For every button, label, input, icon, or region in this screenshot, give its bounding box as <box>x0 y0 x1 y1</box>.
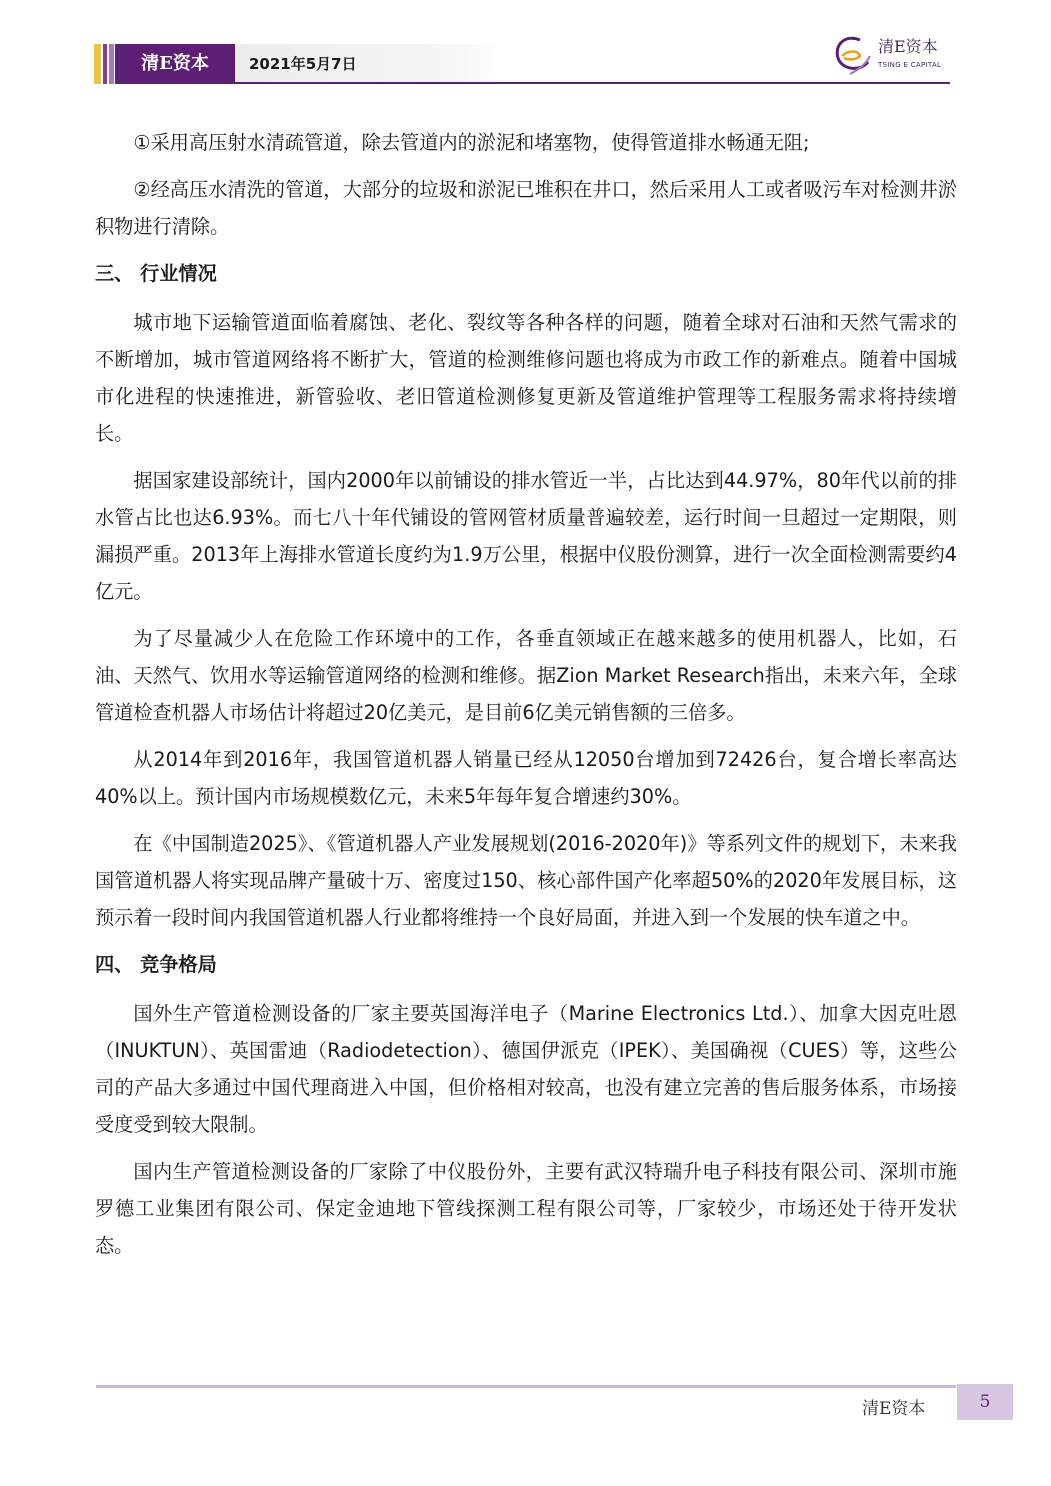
page-header <box>94 44 950 84</box>
logo-swirl-icon <box>830 30 876 78</box>
paragraph: ①采用高压射水清疏管道，除去管道内的淤泥和堵塞物，使得管道排水畅通无阻; <box>133 131 810 154</box>
section-heading: 四、 竞争格局 <box>95 953 217 976</box>
logo-text-en: TSING E CAPITAL <box>878 61 942 69</box>
header-date: 2021年5月7日 <box>235 44 505 84</box>
header-accent-bar <box>94 44 101 84</box>
footer-rule <box>96 1385 956 1388</box>
logo-text-cn: 清E资本 <box>878 37 938 56</box>
page-number: 5 <box>957 1384 1013 1420</box>
paragraph: 为了尽量减少人在危险工作环境中的工作，各垂直领域正在越来越多的使用机器人，比如，石油、天然气、饮用水等运输管道网络的检测和维修。据Zion Market Research指出，未来六年，全球管道检查机器人市场估计将超过20亿美元，是目前6亿美元销售额的三倍多。 <box>95 627 957 724</box>
company-logo <box>830 30 955 78</box>
paragraph: 国内生产管道检测设备的厂家除了中仪股份外，主要有武汉特瑞升电子科技有限公司、深圳市施罗德工业集团有限公司、保定金迪地下管线探测工程有限公司等，厂家较少，市场还处于待开发状态。 <box>95 1160 957 1257</box>
paragraph: 从2014年到2016年，我国管道机器人销量已经从12050台增加到72426台，复合增长率高达40%以上。预计国内市场规模数亿元，未来5年每年复合增速约30%。 <box>95 748 957 808</box>
header-brand: 清E资本 <box>115 44 235 84</box>
paragraph: ②经高压水清洗的管道，大部分的垃圾和淤泥已堆积在井口，然后采用人工或者吸污车对检测井淤积物进行清除。 <box>95 178 957 238</box>
footer-brand: 清E资本 <box>862 1399 926 1419</box>
header-accent-bar <box>103 44 107 84</box>
document-body <box>95 124 957 1274</box>
paragraph: 城市地下运输管道面临着腐蚀、老化、裂纹等各种各样的问题，随着全球对石油和天然气需求的不断增加，城市管道网络将不断扩大，管道的检测维修问题也将成为市政工作的新难点。随着中国城市化进程的快速推进，新管验收、老旧管道检测修复更新及管道维护管理等工程服务需求将持续增长。 <box>95 311 957 445</box>
paragraph: 国外生产管道检测设备的厂家主要英国海洋电子（Marine Electronics Ltd.）、加拿大因克吐恩（INUKTUN）、英国雷迪（Radiodetection）、德国伊派克（IPEK）、美国确视（CUES）等，这些公司的产品大多通过中国代理商进入中国，但价格相对较高，也没有建立完善的售后服务体系，市场接受度受到较大限制。 <box>95 1002 957 1136</box>
paragraph: 在《中国制造2025》、《管道机器人产业发展规划(2016-2020年)》等系列文件的规划下，未来我国管道机器人将实现品牌产量破十万、密度过150、核心部件国产化率超50%的2020年发展目标，这预示着一段时间内我国管道机器人行业都将维持一个良好局面，并进入到一个发展的快车道之中。 <box>95 832 957 929</box>
paragraph: 据国家建设部统计，国内2000年以前铺设的排水管近一半，占比达到44.97%，80年代以前的排水管占比也达6.93%。而七八十年代铺设的管网管材质量普遍较差，运行时间一旦超过一定期限，则漏损严重。2013年上海排水管道长度约为1.9万公里，根据中仪股份测算，进行一次全面检测需要约4亿元。 <box>95 469 957 603</box>
header-accent-bar <box>109 44 114 84</box>
header-rule <box>115 82 950 84</box>
section-heading: 三、 行业情况 <box>95 262 217 285</box>
